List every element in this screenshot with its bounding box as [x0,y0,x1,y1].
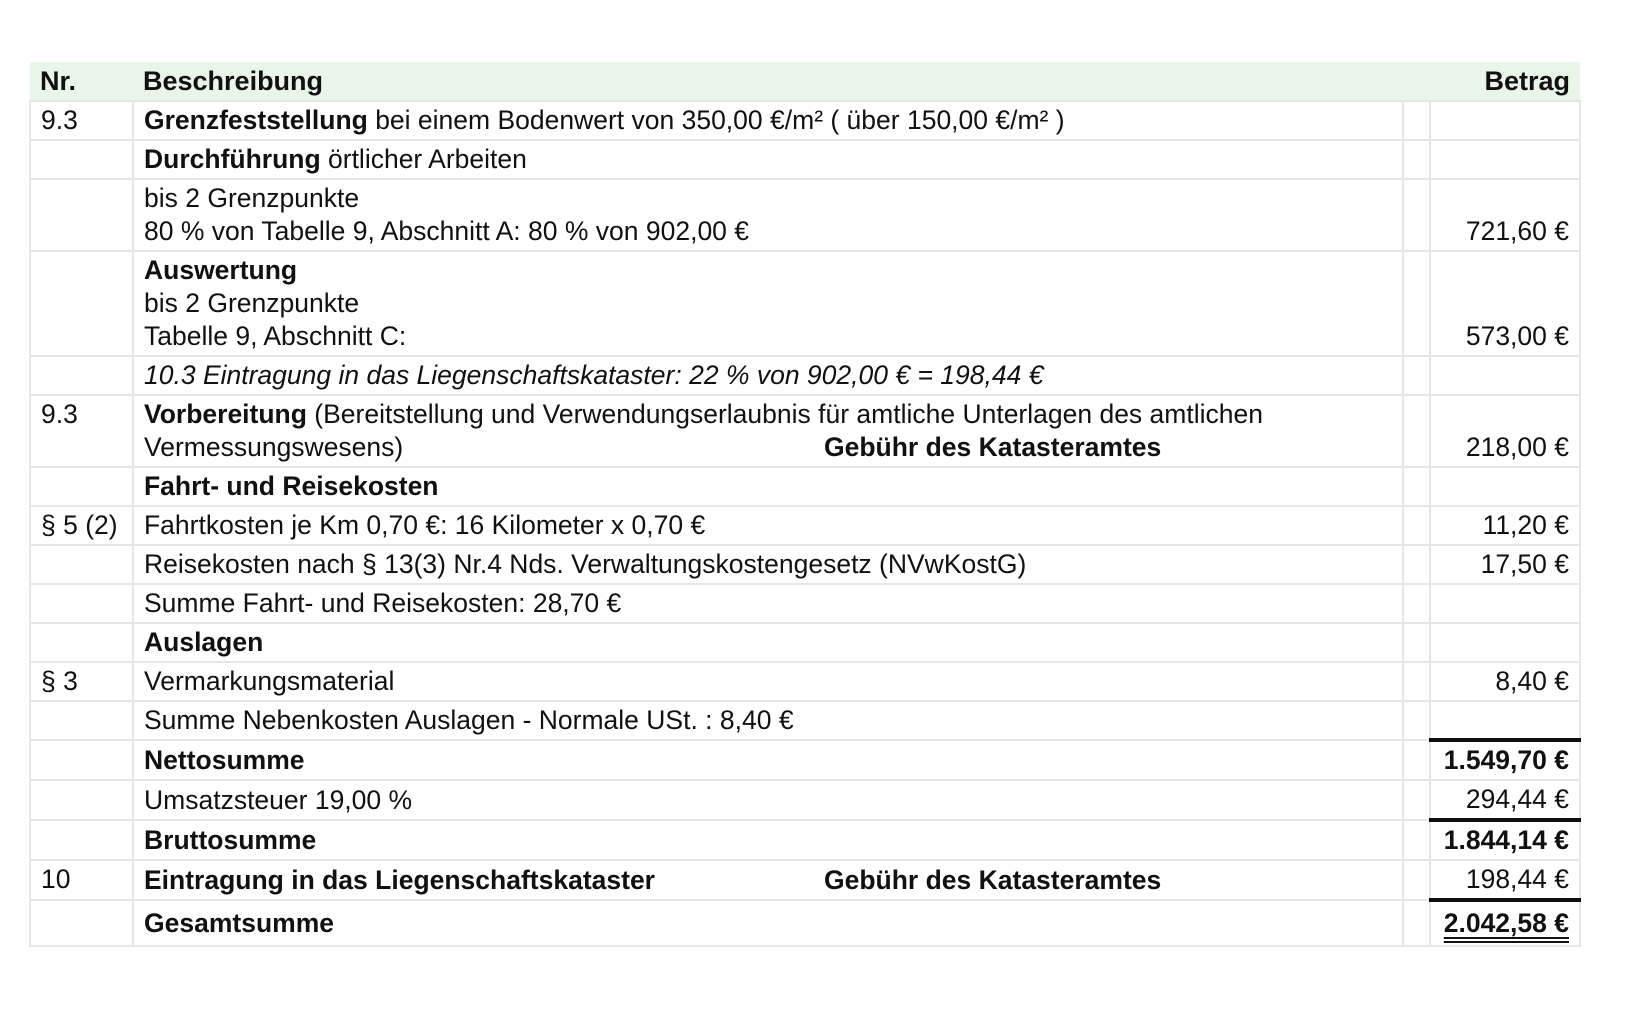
net-total-amount: 1.549,70 € [1430,740,1580,780]
header-amount: Betrag [1430,62,1580,101]
row-description [133,860,1403,900]
table-row [30,545,1580,584]
table-row [30,506,1580,545]
row-amount [1430,101,1580,140]
header-nr: Nr. [30,62,133,101]
row-nr: 9.3 [30,395,133,467]
header-description: Beschreibung [133,62,1403,101]
table-row [30,900,1580,946]
row-description: Gesamtsumme [133,900,1403,946]
row-bold-text: Durchführung [144,144,321,174]
table-row [30,251,1580,356]
table-row [30,467,1580,506]
row-amount [1430,140,1580,179]
row-nr [30,467,133,506]
row-line: Auswertung [144,255,298,285]
row-amount [1430,467,1580,506]
row-description [133,251,1403,356]
row-nr: § 5 (2) [30,506,133,545]
row-nr [30,623,133,662]
table-row [30,356,1580,395]
table-header-row [30,62,1580,101]
table-row [30,101,1580,140]
table-row [30,584,1580,623]
row-nr [30,740,133,780]
row-line: bis 2 Grenzpunkte [144,288,360,318]
row-amount [1430,356,1580,395]
row-description [133,140,1403,179]
row-description: 10.3 Eintragung in das Liegenschaftskataster: 22 % von 902,00 € = 198,44 € [133,356,1403,395]
row-nr [30,140,133,179]
row-line: Tabelle 9, Abschnitt C: [144,321,407,351]
row-nr: § 3 [30,662,133,701]
row-amount: 198,44 € [1430,860,1580,900]
row-line: 80 % von Tabelle 9, Abschnitt A: 80 % von 902,00 € [144,216,750,246]
row-nr [30,780,133,820]
row-amount: 11,20 € [1430,506,1580,545]
row-description: Summe Nebenkosten Auslagen - Normale USt. : 8,40 € [133,701,1403,740]
row-line: Vermessungswesens) [144,432,404,462]
table-row [30,780,1580,820]
row-bold-text: Vorbereitung [144,399,307,429]
fee-table [29,62,1581,947]
row-amount: 8,40 € [1430,662,1580,701]
row-amount: 721,60 € [1430,179,1580,251]
row-nr [30,820,133,860]
row-nr [30,545,133,584]
row-amount [1430,584,1580,623]
table-row [30,179,1580,251]
row-text: bei einem Bodenwert von 350,00 €/m² ( über 150,00 €/m² ) [367,105,1065,135]
vat-amount: 294,44 € [1430,780,1580,820]
table-row [30,820,1580,860]
row-amount [1430,623,1580,662]
row-description: Nettosumme [133,740,1403,780]
table-row [30,395,1580,467]
grand-total-amount [1430,900,1580,946]
row-text: örtlicher Arbeiten [320,144,527,174]
row-description: Auslagen [133,623,1403,662]
table-row [30,860,1580,900]
row-nr [30,251,133,356]
row-nr [30,356,133,395]
row-nr [30,900,133,946]
fee-label: Gebühr des Katasteramtes [824,865,1162,895]
row-description: Summe Fahrt- und Reisekosten: 28,70 € [133,584,1403,623]
row-description: Fahrtkosten je Km 0,70 €: 16 Kilometer x 0,70 € [133,506,1403,545]
row-nr: 9.3 [30,101,133,140]
row-line: bis 2 Grenzpunkte [144,183,360,213]
grand-total-value: 2.042,58 € [1443,908,1569,938]
table-row [30,662,1580,701]
table-row [30,701,1580,740]
row-description [133,101,1403,140]
gross-total-amount: 1.844,14 € [1430,820,1580,860]
row-amount: 218,00 € [1430,395,1580,467]
row-description: Fahrt- und Reisekosten [133,467,1403,506]
row-description [133,395,1403,467]
row-bold-text: Eintragung in das Liegenschaftskataster [144,865,655,895]
table-row [30,140,1580,179]
row-nr [30,179,133,251]
row-description: Reisekosten nach § 13(3) Nr.4 Nds. Verwaltungskostengesetz (NVwKostG) [133,545,1403,584]
row-nr [30,701,133,740]
row-text: (Bereitstellung und Verwendungserlaubnis für amtliche Unterlagen des amtlichen [306,399,1263,429]
row-amount: 573,00 € [1430,251,1580,356]
row-description: Bruttosumme [133,820,1403,860]
fee-label: Gebühr des Katasteramtes [824,432,1162,462]
table-row [30,623,1580,662]
row-description: Vermarkungsmaterial [133,662,1403,701]
table-row [30,740,1580,780]
row-description [133,179,1403,251]
row-amount [1430,701,1580,740]
invoice-sheet [29,62,1579,947]
row-amount: 17,50 € [1430,545,1580,584]
row-description: Umsatzsteuer 19,00 % [133,780,1403,820]
row-nr [30,584,133,623]
row-bold-text: Grenzfeststellung [144,105,368,135]
row-nr: 10 [30,860,133,900]
